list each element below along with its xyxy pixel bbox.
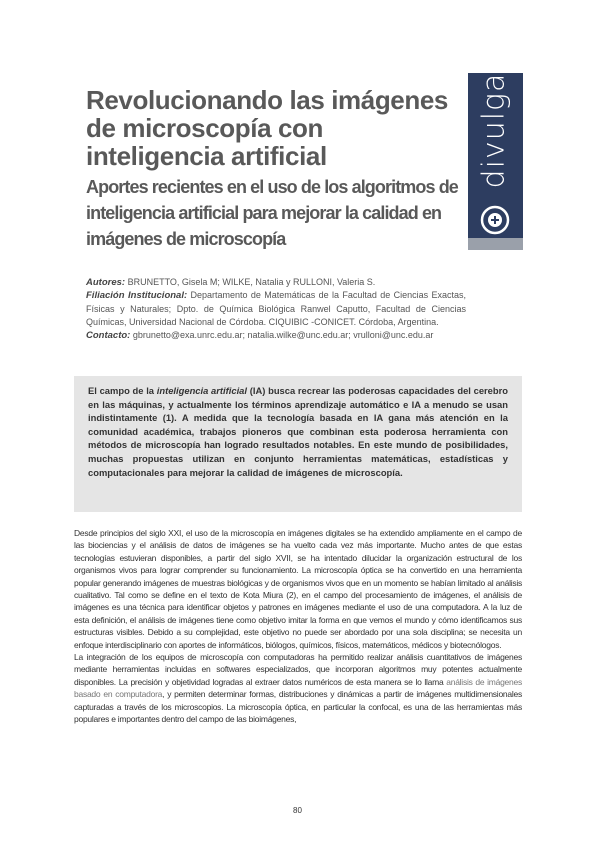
affiliation-label: Filiación Institucional: xyxy=(86,290,188,302)
body-paragraph-2-end: , y permiten determinar formas, distribuciones y dinámicas a partir de imágenes multidimensionales capturadas a través de los microscopios. La microscopía óptica, en particular la confocal, es una de las herramientas más populares e importantes dentro del campo de las bioimágenes, xyxy=(74,689,522,725)
abstract-text-rest: (IA) busca recrear las poderosas capacidades del cerebro en las máquinas, y actualmente los términos aprendizaje automático e IA a menudo se usan indistintamente (1). A medida que la tecnología basada en IA gana más atención en la comunidad académica, trabajos pioneros que combinan esta poderosa herramienta con métodos de microscopía han logrado resultados notables. En este mundo de posibilidades, muchas propuestas utilizan en conjunto herramientas matemáticas, estadísticas y computacionales para mejorar la calidad de imágenes de microscopía. xyxy=(88,385,509,478)
article-title: Revolucionando las imágenes de microscopía con inteligencia artificial xyxy=(86,85,448,171)
body-paragraph-2-start: La integración de los equipos de microscopía con computadoras ha permitido realizar análisis cuantitativos de imágenes mediante herramientas incluidas en softwares especializados, que incorporan algoritmos muy potentes actualmente disponibles. La precisión y objetividad logradas al extraer datos numéricos de esta manera se lo llama xyxy=(74,652,522,687)
authors-line xyxy=(86,276,466,289)
abstract-text-start: El campo de la xyxy=(88,385,157,396)
section-tab-shadow xyxy=(468,238,523,250)
affiliation-value: Departamento de Matemáticas de la Facultad de Ciencias Exactas, Físicas y Naturales; Dpto. de Química Biológica Ranwel Caputto, Facultad de Ciencias Químicas, Universidad Nacional de Córdoba. CIQUIBIC -CONICET. Córdoba, Argentina. xyxy=(86,290,466,327)
body-highlight: análisis de imágenes basado en computadora xyxy=(74,676,522,700)
page-number: 80 xyxy=(293,806,302,815)
authors-label: Autores: xyxy=(86,277,126,288)
article-subtitle: Aportes recientes en el uso de los algoritmos de inteligencia artificial para mejorar la calidad en imágenes de microscopía xyxy=(86,177,458,249)
abstract-term: inteligencia artificial xyxy=(156,385,248,396)
affiliation-line xyxy=(86,289,466,329)
divulga-logo-icon xyxy=(480,205,510,235)
abstract-box xyxy=(74,376,522,512)
authors-value: BRUNETTO, Gisela M; WILKE, Natalia y RULLONI, Valeria S. xyxy=(127,277,376,287)
section-label-text: divulga xyxy=(476,72,512,188)
body-paragraph-1: Desde principios del siglo XXI, el uso de la microscopía en imágenes digitales se ha extendido ampliamente en el campo de las biociencias y el análisis de datos de imágenes se ha vuelto cada vez más importante. Mucho antes de que estas tecnologías estuvieran disponibles, a partir del siglo XVII, se ha intentado dilucidar la organización estructural de los organismos vivos para lograr comprender su funcionamiento. La microscopía óptica se ha convertido en una herramienta popular generando imágenes de muestras biológicas y de organismos vivos que en un momento se habían limitado al análisis cualitativo. Tal como se define en el texto de Kota Miura (2), en el campo del procesamiento de imágenes, el análisis de imágenes es una técnica para identificar objetos y patrones en imágenes mediante el uso de una computadora. A la luz de esta definición, el análisis de imágenes tiene como objetivo imitar la forma en que vemos el mundo y cómo identificamos sus estructuras visibles. Debido a su complejidad, este objetivo no puede ser abordado por una sola disciplina; se necesita un enfoque interdisciplinario con aportes de informáticos, biólogos, químicos, físicos, matemáticos, médicos y biotecnólogos. xyxy=(74,528,522,650)
contact-label: Contacto: xyxy=(86,330,131,342)
contact-line xyxy=(86,329,466,342)
article-body xyxy=(74,527,522,726)
body-paragraph-2 xyxy=(74,651,522,725)
contact-value[interactable]: gbrunetto@exa.unrc.edu.ar; natalia.wilke@unc.edu.ar; vrulloni@unc.edu.ar xyxy=(132,330,434,341)
article-metadata xyxy=(86,276,466,342)
section-label xyxy=(472,60,516,200)
